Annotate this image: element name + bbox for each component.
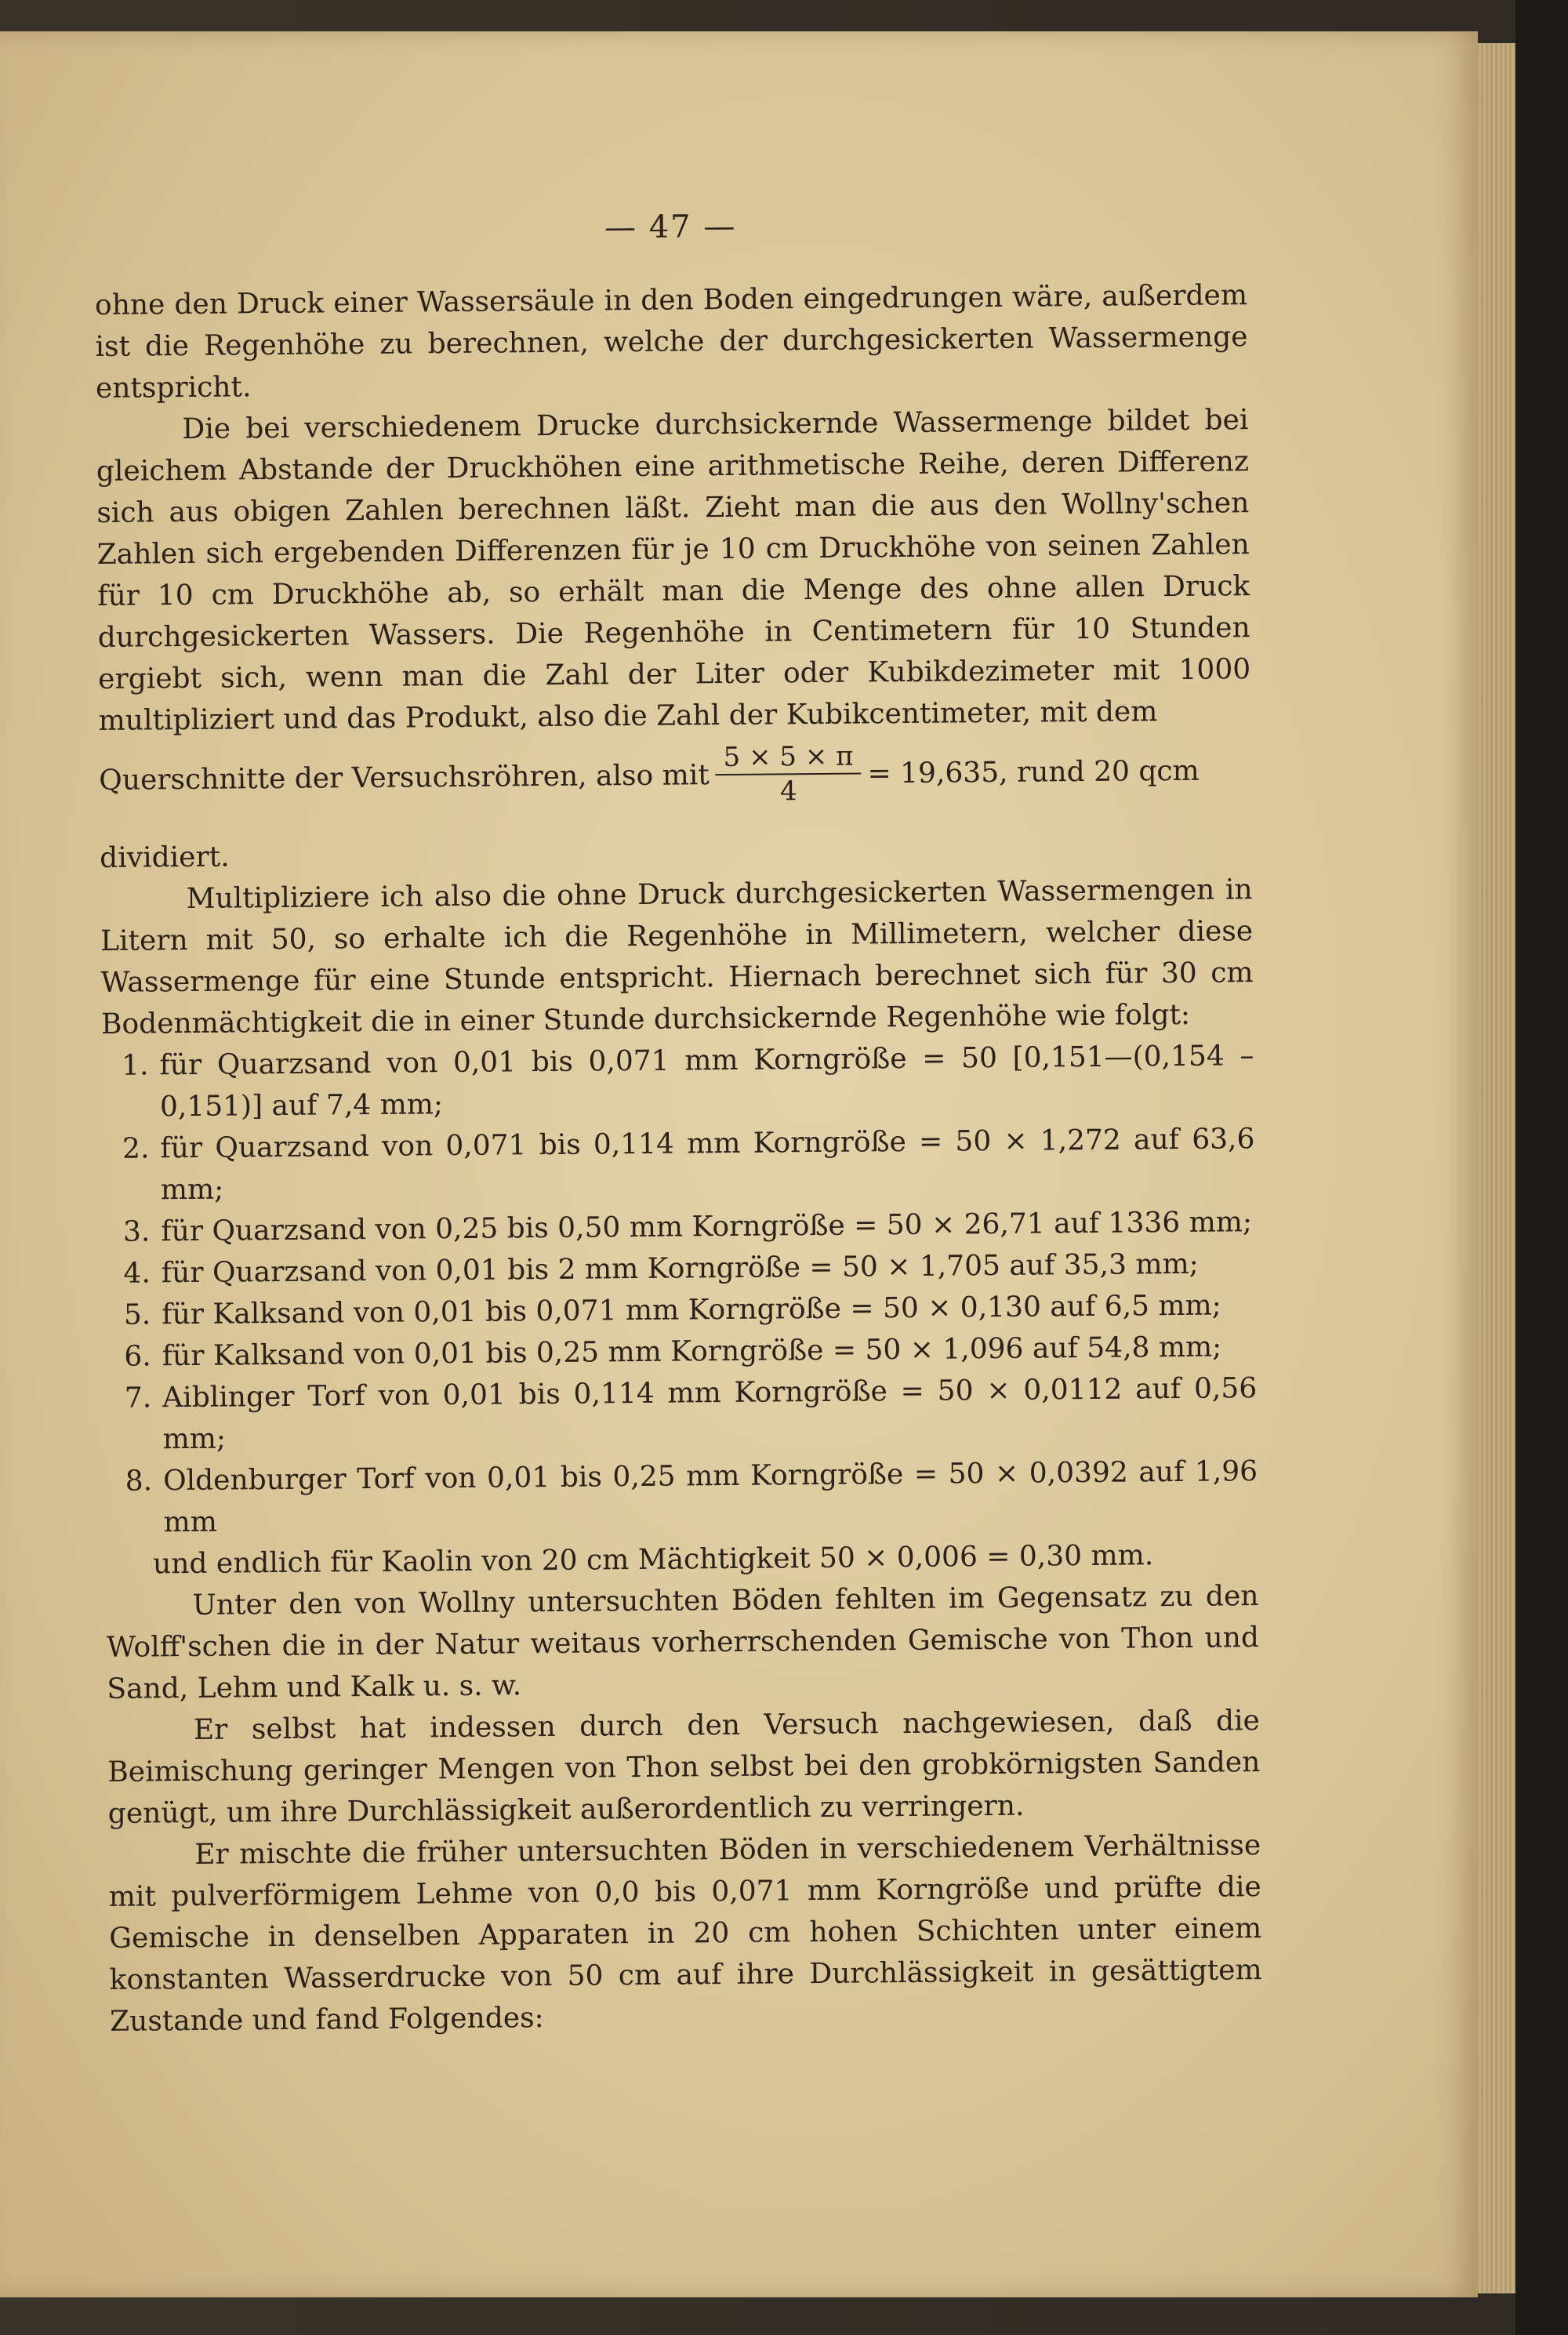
fraction-numerator: 5 × 5 × π — [715, 739, 861, 775]
paragraph: Er mischte die früher untersuchten Böden in verschiedenem Verhältnisse mit pulverförmigem Lehme von 0,0 bis 0,071 mm Korngröße und prüfte die Gemische in denselben Apparaten in 20 cm hohen Schichten unter einem konstanten Wasserdrucke von 50 cm auf ihre Durchlässigkeit in gesättigtem Zustande und fand Folgendes: — [108, 1829, 1262, 2038]
list-number: 8. — [125, 1465, 153, 1498]
formula-prefix: Querschnitte der Versuchsröhren, also mit — [99, 758, 710, 797]
paragraph: Multipliziere ich also die ohne Druck durchgesickerten Wassermengen in Litern mit 50, so erhalte ich die Regenhöhe in Millimetern, welcher diese Wassermenge für eine Stunde entspricht. Hiernach berechnet sich für 30 cm Bodenmächtigkeit die in einer Stunde durchsickernde Regenhöhe wie folgt: — [100, 873, 1254, 1040]
list-text: für Quarzsand von 0,01 bis 2 mm Korngröße = 50 × 1,705 auf 35,3 mm; — [161, 1247, 1199, 1290]
list-text: für Kalksand von 0,01 bis 0,071 mm Korngröße = 50 × 0,130 auf 6,5 mm; — [162, 1289, 1222, 1331]
list-text: für Quarzsand von 0,01 bis 0,071 mm Korngröße = 50 [0,151—(0,154 – 0,151)] auf 7,4 mm; — [159, 1040, 1254, 1124]
paragraph: Die bei verschiedenem Drucke durchsickernde Wassermenge bildet bei gleichem Abstande der Druckhöhen eine arithmetische Reihe, deren Differenz sich aus obigen Zahlen berechnen läßt. Zieht man die aus den Wollny'schen Zahlen sich ergebenden Differenzen für je 10 cm Druckhöhe von seinen Zahlen für 10 cm Druckhöhe ab, so erhält man die Menge des ohne allen Druck durchgesickerten Wassers. Die Regenhöhe in Centimetern für 10 Stunden ergiebt sich, wenn man die Zahl der Liter oder Kubikdezimeter mit 1000 multipliziert und das Produkt, also die Zahl der Kubikcentimeter, mit dem — [96, 404, 1251, 737]
list-number: 3. — [122, 1215, 151, 1248]
list-text: für Quarzsand von 0,25 bis 0,50 mm Korngröße = 50 × 26,71 auf 1336 mm; — [161, 1206, 1253, 1248]
list-number: 2. — [122, 1132, 150, 1165]
list-number: 7. — [124, 1382, 152, 1414]
fraction-denominator: 4 — [779, 775, 797, 808]
paragraph: ohne den Druck einer Wassersäule in den Boden eingedrungen wäre, außerdem ist die Regenhöhe zu berechnen, welche der durchgesickerten Wassermenge entspricht. — [94, 279, 1248, 405]
list-text: für Kalksand von 0,01 bis 0,25 mm Korngröße = 50 × 1,096 auf 54,8 mm; — [162, 1331, 1222, 1373]
formula-result: = 19,635, rund 20 qcm — [867, 754, 1200, 790]
list-item — [104, 1367, 1258, 1461]
page-content — [94, 202, 1262, 2043]
list-item — [101, 1035, 1254, 1128]
page-number: — 47 — — [604, 208, 737, 246]
list-item — [102, 1118, 1255, 1211]
list-number: 4. — [123, 1257, 151, 1290]
formula-line — [99, 736, 1252, 814]
paragraph: Er selbst hat indessen durch den Versuch nachgewiesen, daß die Beimischung geringer Mengen von Thon selbst bei den grobkörnigsten Sanden genügt, um ihre Durchlässigkeit außerordentlich zu verringern. — [107, 1705, 1261, 1830]
list-text: Oldenburger Torf von 0,01 bis 0,25 mm Korngröße = 50 × 0,0392 auf 1,96 mm — [162, 1455, 1258, 1539]
paragraph: dividiert. — [100, 841, 230, 874]
list-text: Aiblinger Torf von 0,01 bis 0,114 mm Korngröße = 50 × 0,0112 auf 0,56 mm; — [162, 1372, 1258, 1456]
list-number: 1. — [121, 1049, 149, 1082]
results-list — [101, 1035, 1258, 1544]
fraction — [715, 739, 862, 808]
closing-line: und endlich für Kaolin von 20 cm Mächtigkeit 50 × 0,006 = 0,30 mm. — [152, 1539, 1154, 1581]
list-number: 5. — [123, 1298, 151, 1331]
paragraph: Unter den von Wollny untersuchten Böden fehlten im Gegensatz zu den Wolff'schen die in der Natur weitaus vorherrschenden Gemische von Thon und Sand, Lehm und Kalk u. s. w. — [106, 1580, 1260, 1705]
list-number: 6. — [124, 1340, 151, 1373]
page-edges — [1478, 43, 1515, 2293]
book-binding — [1515, 0, 1568, 2335]
list-item — [105, 1451, 1258, 1544]
list-text: für Quarzsand von 0,071 bis 0,114 mm Korngröße = 50 × 1,272 auf 63,6 mm; — [160, 1123, 1255, 1207]
